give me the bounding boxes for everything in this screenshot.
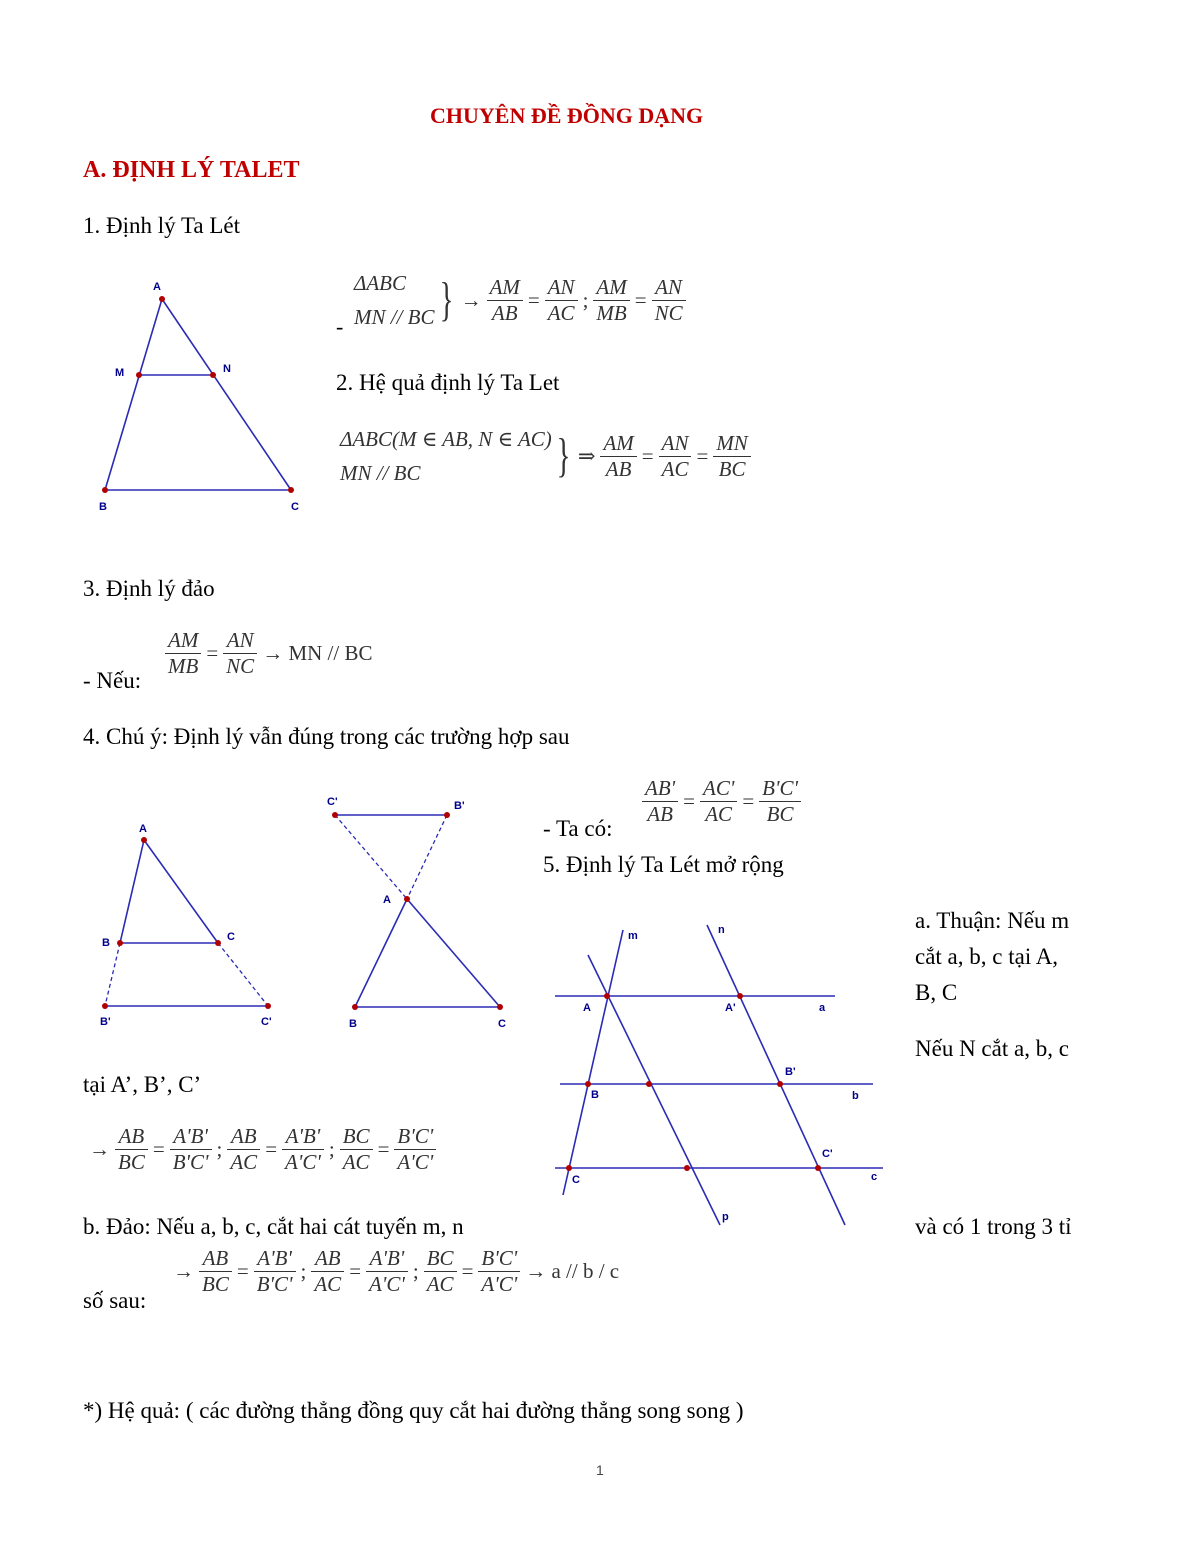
- label-B-prime: B': [100, 1016, 111, 1028]
- heading-5: 5. Định lý Ta Lét mở rộng: [543, 852, 784, 877]
- label-C-prime: C': [822, 1148, 833, 1160]
- f2-cond-2: MN // BC: [340, 461, 421, 485]
- formula-dao: $\frac{AM}{MB}$ = $\frac{AN}{NC}$ → MN // BC: [163, 628, 375, 679]
- dao-line-2: và có 1 trong 3 tỉ: [915, 1214, 1072, 1239]
- so-sau-label: số sau:: [83, 1288, 147, 1313]
- section-heading-a: A. ĐỊNH LÝ TALET: [83, 157, 300, 183]
- label-C: C: [291, 501, 299, 513]
- f1-cond-2: MN // BC: [354, 305, 435, 329]
- label-A: A: [583, 1002, 591, 1014]
- page-number: 1: [596, 1462, 604, 1478]
- figure-talet-mo-rong: [555, 915, 895, 1235]
- label-B: B: [591, 1089, 599, 1101]
- thuan-line-1: a. Thuận: Nếu m: [915, 908, 1070, 933]
- figure-extension-below: [95, 820, 295, 1030]
- f1-cond-1: ΔABC: [354, 271, 406, 295]
- label-n: n: [718, 924, 725, 936]
- formula-he-qua: ΔABC(M ∈ AB, N ∈ AC) MN // BC } ⇒ $\frac{AM}{AB}$ = $\frac{AN}{AC}$ = $\frac{MN}{BC}$: [340, 422, 753, 490]
- label-B: B: [349, 1018, 357, 1030]
- heading-2: 2. Hệ quả định lý Ta Let: [336, 370, 560, 395]
- formula-chu-y: $\frac{AB'}{AB}$ = $\frac{AC'}{AC}$ = $\frac{B'C'}{BC}$: [640, 776, 803, 827]
- f2-cond-1: ΔABC(M ∈ AB, N ∈ AC): [340, 427, 552, 451]
- page-title: CHUYÊN ĐỀ ĐỒNG DẠNG: [430, 103, 704, 128]
- dash-marker: -: [336, 314, 344, 339]
- formula-thuan: → $\frac{AB}{BC}$ = $\frac{A'B'}{B'C'}$ ; $\frac{AB}{AC}$ = $\frac{A'B'}{A'C'}$ ; $\frac{BC}{AC}$ = $\frac{B'C'}{A'C'}$: [86, 1124, 438, 1175]
- heading-1: 1. Định lý Ta Lét: [83, 213, 241, 238]
- label-m: m: [628, 930, 638, 942]
- figure-triangle-mn: [95, 280, 315, 520]
- label-C: C: [227, 931, 235, 943]
- label-C: C: [572, 1174, 580, 1186]
- label-A-prime: A': [725, 1002, 736, 1014]
- dao-line-1: b. Đảo: Nếu a, b, c, cắt hai cát tuyến m, n: [83, 1214, 464, 1239]
- thuan-line-2: cắt a, b, c tại A,: [915, 944, 1059, 969]
- thuan-line-3: B, C: [915, 980, 958, 1005]
- label-B: B: [102, 937, 110, 949]
- neu-n-line: Nếu N cắt a, b, c: [915, 1036, 1069, 1061]
- label-p: p: [722, 1211, 729, 1223]
- label-B-prime: B': [785, 1066, 796, 1078]
- label-A: A: [139, 823, 147, 835]
- label-C-prime: C': [261, 1016, 272, 1028]
- label-c: c: [871, 1171, 878, 1183]
- heading-3: 3. Định lý đảo: [83, 576, 215, 601]
- formula-talet: ΔABC MN // BC } → $\frac{AM}{AB}$ = $\frac{AN}{AC}$ ; $\frac{AM}{MB}$ = $\frac{AN}{NC}$: [354, 266, 688, 334]
- he-qua-line: *) Hệ quả: ( các đường thẳng đồng quy cắt hai đường thẳng song song ): [83, 1398, 744, 1423]
- label-b: b: [852, 1090, 859, 1102]
- label-A: A: [383, 894, 391, 906]
- formula-dao-mo-rong: → $\frac{AB}{BC}$ = $\frac{A'B'}{B'C'}$ ; $\frac{AB}{AC}$ = $\frac{A'B'}{A'C'}$ ; $\frac{BC}{AC}$ = $\frac{B'C'}{A'C'}$ → a // b / c: [173, 1246, 620, 1296]
- label-C-prime: C': [327, 796, 338, 808]
- label-A: A: [153, 281, 161, 293]
- label-M: M: [115, 367, 125, 379]
- figure-extension-above: [325, 795, 525, 1035]
- neu-label: - Nếu:: [83, 668, 142, 693]
- label-N: N: [223, 363, 231, 375]
- tai-line: tại A’, B’, C’: [83, 1072, 202, 1097]
- label-B-prime: B': [454, 800, 465, 812]
- label-a: a: [819, 1002, 826, 1014]
- ta-co-label: - Ta có:: [543, 816, 613, 841]
- label-B: B: [99, 501, 107, 513]
- heading-4: 4. Chú ý: Định lý vẫn đúng trong các trường hợp sau: [83, 724, 570, 749]
- label-C: C: [498, 1018, 506, 1030]
